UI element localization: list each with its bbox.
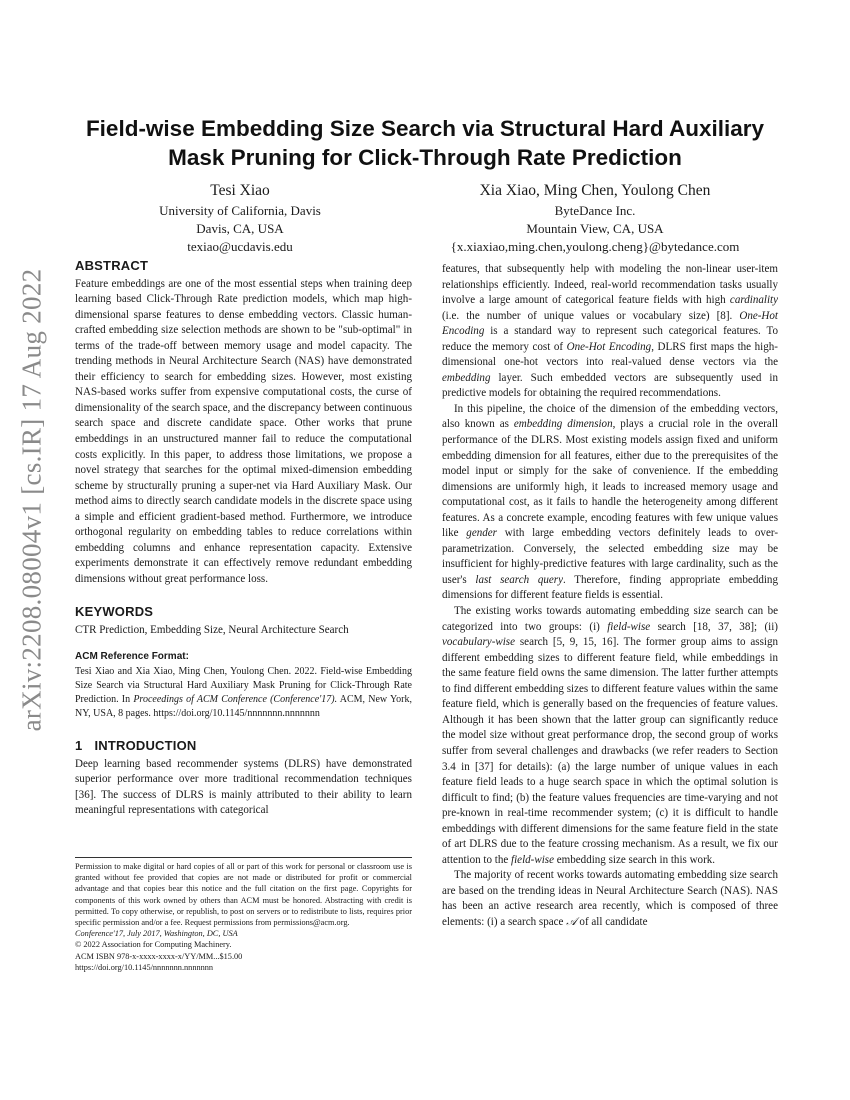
text-run: , plays a crucial role in the overall performance of the DLRS. Most existing models assign fixed and uniform embedding dimension for all features, either due to the prerequisites of the model input or simply for the sake of convenience. If the embedding dimensions are uniformly high, it leads to increased memory usage and computational cost, as it fails to handle the heterogeneity among different features. As a concrete example, encoding features with few unique values like [442,418,778,540]
keywords-text: CTR Prediction, Embedding Size, Neural Architecture Search [75,624,349,637]
author-email: {x.xiaxiao,ming.chen,youlong.cheng}@bytedance.com [450,239,740,254]
abstract-text: Feature embeddings are one of the most essential steps when training deep learning based Click-Through Rate prediction models, which map high-dimensional sparse features to dense embedding vectors. Classic human-crafted embedding size selection methods are shown to be "sub-optimal" in terms of the trade-off between memory usage and model capacity. The trending methods in Neural Architecture Search (NAS) have demonstrated their efficiency to search for embedding sizes. However, most existing NAS-based works suffer from expensive computational costs, the curse of dimensionality of the search space, and the discrepancy between continuous search space and discrete candidate space. Other works that prune embeddings in an unstructured manner fail to reduce the computational costs explicitly. In this paper, to address those limitations, we propose a novel strategy that searches for the optimal mixed-dimension embedding scheme by structurally pruning a super-net via Hard Auxiliary Mask. Our method aims to directly search candidate models in the discrete space using a simple and efficient gradient-based method. Furthermore, we introduce orthogonal regularity on embedding tables to reduce correlations within embedding columns and enhance representation capacity. Extensive experiments demonstrate it can effectively remove redundant embedding dimensions without great performance loss. [75,277,412,585]
arxiv-identifier-sidebar [12,268,52,732]
text-run: embedding size search in this work. [553,853,716,866]
emphasis: One-Hot Encoding [566,340,652,353]
body-paragraph [442,262,778,402]
author-name: Tesi Xiao [210,182,270,199]
text-run: features, that subsequently help with modeling the non-linear user-item relationships efficiently. Indeed, real-world recommendation tasks usually involve a large amount of categorical feature fields with high [442,263,778,307]
arxiv-identifier: arXiv:2208.08004v1 [cs.IR] 17 Aug 2022 [16,268,47,732]
emphasis: vocabulary-wise [442,636,516,649]
author-name: Xia Xiao, Ming Chen, Youlong Chen [479,182,711,199]
footnote-divider [75,857,412,858]
acm-reference-after: ACM, New York, NY, USA, 8 pages. https://doi.org/10.1145/nnnnnnn.nnnnnnn [75,694,412,720]
copyright-footnote [75,861,412,973]
acm-reference-heading: ACM Reference Format: [75,650,189,662]
author-email: texiao@ucdavis.edu [187,239,293,254]
text-run: layer. Such embedded vectors are subsequently used in predictive models for obtaining the required recommendations. [442,371,778,400]
emphasis: embedding dimension [513,418,613,431]
author-block-1 [120,180,360,256]
text-run: (i.e. the number of unique values or vocabulary size) [8]. [442,309,740,322]
emphasis: field-wise [511,853,554,866]
author-affiliation: University of California, Davis [159,203,321,218]
emphasis: gender [466,527,497,540]
text-run: with large embedding vectors definitely leads to over-parametrization. Conversely, the selected embedding size may be insufficient for highly-predictive features with large cardinality, such as the user's [442,527,778,586]
right-column [442,262,778,931]
text-run: , DLRS first maps the high-dimensional one-hot vectors into real-valued dense vectors via the [442,340,778,369]
author-location: Mountain View, CA, USA [526,221,664,236]
paper-title: Field-wise Embedding Size Search via Structural Hard Auxiliary Mask Pruning for Click-Through Rate Prediction [85,116,765,170]
conference-info: Conference'17, July 2017, Washington, DC, USA [75,929,238,939]
emphasis: 𝒜 [566,915,577,928]
author-affiliation: ByteDance Inc. [554,203,636,218]
permission-notice: Permission to make digital or hard copies of all or part of this work for personal or classroom use is granted without fee provided that copies are not made or distributed for profit or commercial advantage and that copies bear this notice and the full citation on the first page. Copyrights for components of this work owned by others than ACM must be honored. Abstracting with credit is permitted. To copy otherwise, or republish, to post on servers or to redistribute to lists, requires prior specific permission and/or a fee. Request permissions from permissions@acm.org. [75,862,412,928]
emphasis: field-wise [607,620,651,633]
left-column [75,258,412,819]
text-run: of all candidate [576,915,648,928]
body-paragraph [442,604,778,868]
author-block-2 [425,180,765,256]
keywords-heading: KEYWORDS [75,604,154,620]
doi-line: https://doi.org/10.1145/nnnnnnn.nnnnnnn [75,962,214,972]
introduction-paragraph: Deep learning based recommender systems (DLRS) have demonstrated superior performance over more traditional recommendation techniques [36]. The success of DLRS is mainly attributed to their ability to learn meaningful representations with categorical [75,757,412,817]
body-paragraph [442,868,778,930]
section-number: 1 [75,738,83,754]
text-run: is a standard way to represent such categorical features. To reduce the memory cost of [442,325,778,353]
text-run: The majority of recent works towards automating embedding size search are based on the trending ideas in Neural Architecture Search (NAS). NAS has been an active research area recently, which is composed of three elements: (i) a search space [442,869,778,928]
copyright-line: © 2022 Association for Computing Machinery. [75,940,232,950]
acm-reference-venue: Proceedings of ACM Conference (Conference'17). [133,694,338,706]
abstract-heading: ABSTRACT [75,258,149,273]
acm-reference-text [75,665,412,721]
section-title: INTRODUCTION [94,738,197,754]
emphasis: One-Hot Encoding [442,309,778,338]
text-run: search [18, 37, 38]; (ii) [650,620,778,633]
emphasis: last search query [475,573,563,586]
isbn-line: ACM ISBN 978-x-xxxx-xxxx-x/YY/MM...$15.00 [75,951,243,961]
body-paragraph [442,402,778,604]
introduction-heading [75,738,412,754]
acm-reference-before: Tesi Xiao and Xia Xiao, Ming Chen, Youlong Chen. 2022. Field-wise Embedding Size Search via Structural Hard Auxiliary Mask Pruning for Click-Through Rate Prediction. In [75,666,412,706]
emphasis: embedding [442,371,491,384]
text-run: In this pipeline, the choice of the dimension of the embedding vectors, also known as [442,402,778,431]
emphasis: cardinality [729,294,778,307]
text-run: . Therefore, finding appropriate embedding dimensions for different feature fields is essential. [442,573,778,602]
text-run: The existing works towards automating embedding size search can be categorized into two groups: (i) [442,605,778,633]
text-run: search [5, 9, 15, 16]. The former group aims to assign different embedding sizes to different feature field, while embeddings in the same feature field owns the same dimension. The latter further attempts to find different embedding sizes to different feature values within the same feature field, which is generally based on the frequencies of feature values. Although it has been shown that the latter group can significantly reduce the model size without great performance drop, the second group of works suffer from several challenges and drawbacks (we refer readers to Section 3.4 in [37] for details): (a) the large number of unique values in each feature field leads to a huge search space in which the optimal solution is difficult to find; (b) the feature values frequencies are time-varying and not pre-known in real-time recommender system; (c) it is difficult to handle embeddings with different dimensions for the same feature field in the state of art DLRS due to the feature crossing mechanism. As a result, we fix our attention to the [442,636,778,866]
author-location: Davis, CA, USA [196,221,284,236]
